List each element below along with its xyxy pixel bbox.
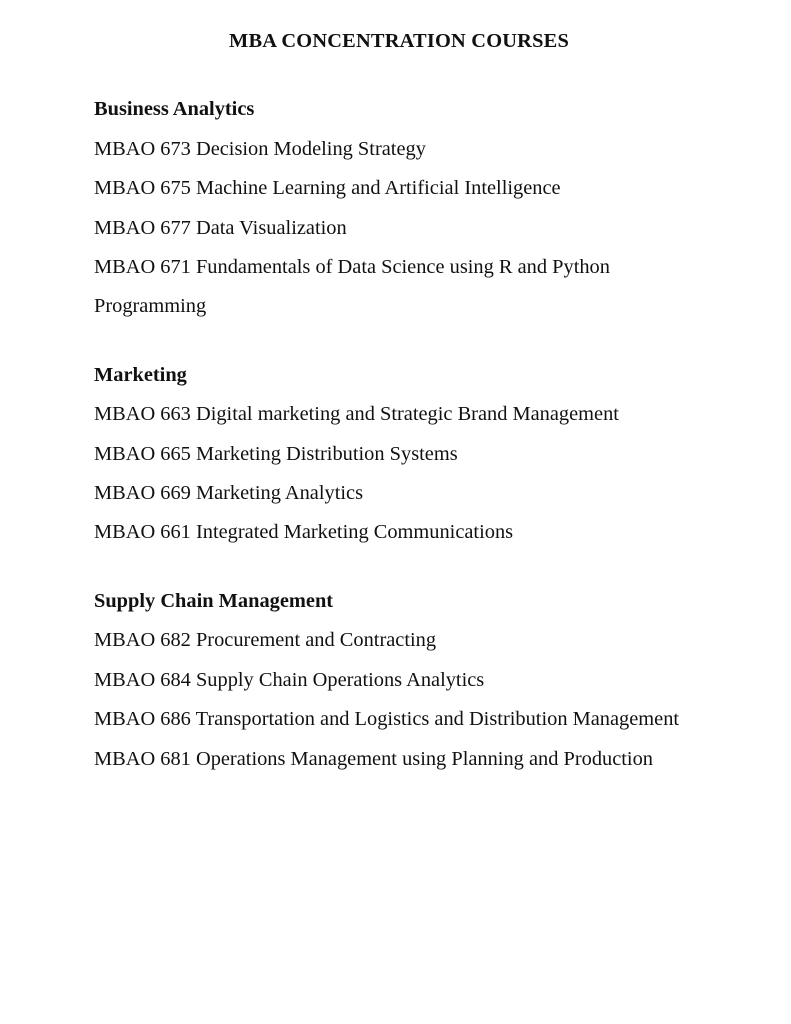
section-marketing (94, 356, 704, 553)
section-heading: Marketing (94, 363, 187, 386)
course-line: MBAO 663 Digital marketing and Strategic Brand Management (94, 403, 619, 426)
course-line: MBAO 661 Integrated Marketing Communications (94, 521, 514, 544)
section-supply-chain-management (94, 582, 704, 779)
course-line: MBAO 686 Transportation and Logistics and Distribution Management (94, 708, 680, 731)
course-line: MBAO 671 Fundamentals of Data Science using R and Python Programming (94, 256, 610, 318)
course-line: MBAO 673 Decision Modeling Strategy (94, 137, 426, 160)
course-line: MBAO 682 Procurement and Contracting (94, 629, 437, 652)
course-line: MBAO 665 Marketing Distribution Systems (94, 442, 458, 465)
section-business-analytics (94, 90, 704, 326)
course-line: MBAO 681 Operations Management using Planning and Production (94, 747, 653, 770)
course-line: MBAO 677 Data Visualization (94, 216, 347, 239)
document-title: MBA CONCENTRATION COURSES (229, 30, 569, 52)
course-line: MBAO 684 Supply Chain Operations Analytics (94, 668, 485, 691)
course-line: MBAO 675 Machine Learning and Artificial Intelligence (94, 177, 561, 200)
course-line: MBAO 669 Marketing Analytics (94, 482, 364, 505)
section-heading: Business Analytics (94, 98, 255, 121)
section-heading: Supply Chain Management (94, 589, 334, 612)
